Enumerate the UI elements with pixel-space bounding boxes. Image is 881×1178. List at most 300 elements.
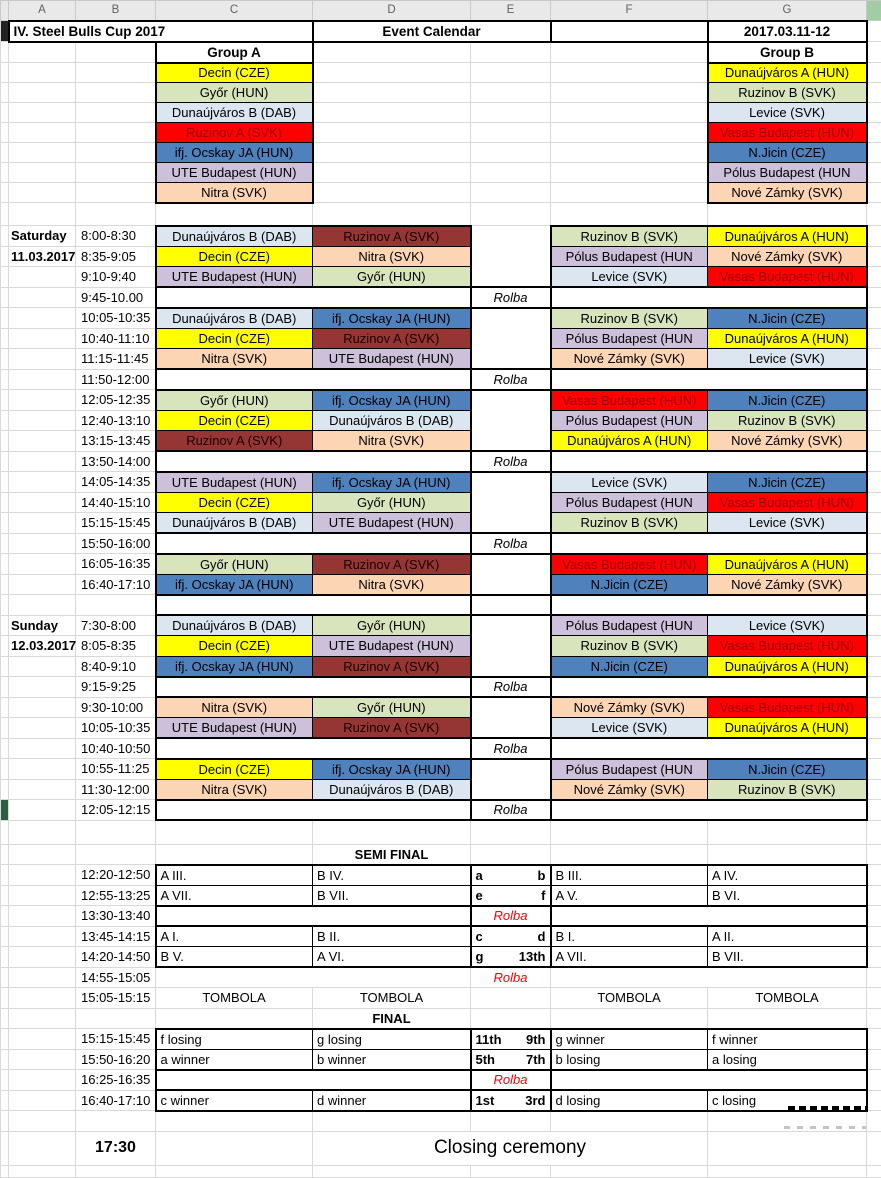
empty-cell[interactable] [9, 967, 76, 988]
bracket-slot-cell[interactable]: A VI. [313, 947, 471, 968]
empty-cell[interactable] [156, 203, 313, 226]
break-column-cell[interactable] [471, 718, 551, 739]
empty-cell[interactable] [156, 1111, 313, 1132]
col-header-B[interactable]: B [76, 1, 156, 21]
rolba-cell[interactable]: Rolba [471, 800, 551, 821]
break-column-cell[interactable] [471, 697, 551, 718]
empty-cell[interactable] [156, 1008, 313, 1029]
empty-cell[interactable] [471, 1111, 551, 1132]
match-team-cell[interactable]: Decin (CZE) [156, 410, 313, 431]
bracket-slot-cell[interactable]: g losing [313, 1029, 471, 1050]
day-label-cell[interactable] [9, 287, 76, 308]
empty-cell[interactable] [76, 844, 156, 865]
empty-cell[interactable] [551, 1070, 867, 1091]
match-team-cell[interactable]: ifj. Ocskay JA (HUN) [156, 574, 313, 595]
match-team-cell[interactable]: Győr (HUN) [156, 390, 313, 411]
break-column-cell[interactable] [471, 390, 551, 411]
match-team-cell[interactable]: Pólus Budapest (HUN [551, 328, 708, 349]
empty-cell[interactable] [9, 63, 76, 83]
empty-cell[interactable] [708, 1165, 867, 1177]
break-column-cell[interactable] [471, 267, 551, 288]
match-team-cell[interactable]: Vasas Budapest (HUN) [708, 697, 867, 718]
match-team-cell[interactable]: Decin (CZE) [156, 492, 313, 513]
col-header-A[interactable]: A [9, 1, 76, 21]
empty-cell[interactable] [313, 103, 471, 123]
match-team-cell[interactable]: UTE Budapest (HUN) [313, 636, 471, 657]
match-team-cell[interactable]: Pólus Budapest (HUN [551, 615, 708, 636]
bracket-slot-cell[interactable]: B VII. [313, 885, 471, 906]
time-cell[interactable]: 15:05-15:15 [76, 988, 156, 1009]
empty-cell[interactable] [471, 163, 551, 183]
match-team-cell[interactable]: Vasas Budapest (HUN) [708, 636, 867, 657]
col-header-F[interactable]: F [551, 1, 708, 21]
match-team-cell[interactable]: Ruzinov A (SVK) [313, 718, 471, 739]
day-label-cell[interactable] [9, 656, 76, 677]
match-team-cell[interactable]: Nové Zámky (SVK) [708, 246, 867, 267]
break-column-cell[interactable] [471, 328, 551, 349]
match-team-cell[interactable]: Decin (CZE) [156, 759, 313, 780]
match-team-cell[interactable]: Vasas Budapest (HUN) [708, 492, 867, 513]
match-team-cell[interactable]: UTE Budapest (HUN) [156, 472, 313, 493]
break-column-cell[interactable] [471, 349, 551, 370]
empty-cell[interactable] [9, 1090, 76, 1111]
empty-cell[interactable] [9, 865, 76, 886]
time-cell[interactable]: 10:05-10:35 [76, 718, 156, 739]
time-cell[interactable]: 15:15-15:45 [76, 1029, 156, 1050]
time-cell[interactable]: 8:00-8:30 [76, 226, 156, 247]
match-team-cell[interactable]: Dunaújváros B (DAB) [156, 615, 313, 636]
empty-cell[interactable] [551, 183, 708, 203]
empty-cell[interactable] [76, 143, 156, 163]
empty-cell[interactable] [9, 926, 76, 947]
empty-cell[interactable] [156, 533, 471, 554]
team-legend-cell[interactable]: Dunaújváros A (HUN) [708, 63, 867, 83]
bracket-slot-cell[interactable]: A IV. [708, 865, 867, 886]
match-team-cell[interactable]: UTE Budapest (HUN) [156, 267, 313, 288]
group-b-header-cell[interactable]: Group B [708, 42, 867, 63]
day-label-cell[interactable] [9, 410, 76, 431]
empty-cell[interactable] [551, 1165, 708, 1177]
empty-cell[interactable] [76, 103, 156, 123]
time-cell[interactable]: 9:30-10:00 [76, 697, 156, 718]
empty-cell[interactable] [156, 820, 313, 844]
empty-cell[interactable] [471, 820, 551, 844]
empty-cell[interactable] [551, 595, 867, 616]
empty-cell[interactable] [9, 203, 76, 226]
time-cell[interactable]: 12:20-12:50 [76, 865, 156, 886]
empty-cell[interactable] [708, 203, 867, 226]
empty-cell[interactable] [471, 203, 551, 226]
match-team-cell[interactable]: Nitra (SVK) [156, 349, 313, 370]
day-label-cell[interactable]: 12.03.2017 [9, 636, 76, 657]
match-team-cell[interactable]: Vasas Budapest (HUN) [551, 554, 708, 575]
rolba-cell[interactable]: Rolba [471, 533, 551, 554]
match-team-cell[interactable]: Dunaújváros A (HUN) [708, 554, 867, 575]
team-legend-cell[interactable]: Ruzinov B (SVK) [708, 83, 867, 103]
empty-cell[interactable] [471, 63, 551, 83]
match-team-cell[interactable]: Győr (HUN) [313, 267, 471, 288]
match-team-cell[interactable]: Győr (HUN) [313, 697, 471, 718]
closing-time-cell[interactable]: 17:30 [76, 1131, 156, 1165]
empty-cell[interactable] [471, 83, 551, 103]
tombola-cell[interactable]: TOMBOLA [551, 988, 708, 1009]
day-label-cell[interactable] [9, 390, 76, 411]
empty-cell[interactable] [9, 988, 76, 1009]
match-team-cell[interactable]: Ruzinov A (SVK) [313, 226, 471, 247]
time-cell[interactable]: 8:35-9:05 [76, 246, 156, 267]
bracket-slot-cell[interactable]: g winner [551, 1029, 708, 1050]
match-team-cell[interactable]: Ruzinov A (SVK) [156, 431, 313, 452]
empty-cell[interactable] [9, 123, 76, 143]
empty-cell[interactable] [9, 1008, 76, 1029]
col-header-E[interactable]: E [471, 1, 551, 21]
empty-cell[interactable] [313, 123, 471, 143]
day-label-cell[interactable] [9, 369, 76, 390]
day-label-cell[interactable] [9, 472, 76, 493]
day-label-cell[interactable]: Sunday [9, 615, 76, 636]
empty-cell[interactable] [551, 967, 867, 988]
team-legend-cell[interactable]: Nové Zámky (SVK) [708, 183, 867, 203]
match-team-cell[interactable]: Dunaújváros A (HUN) [708, 226, 867, 247]
empty-cell[interactable] [471, 988, 551, 1009]
empty-cell[interactable] [551, 163, 708, 183]
bracket-code-cell[interactable] [471, 865, 551, 886]
empty-cell[interactable] [471, 143, 551, 163]
day-label-cell[interactable] [9, 738, 76, 759]
closing-ceremony-cell[interactable]: Closing ceremony [313, 1131, 708, 1165]
time-cell[interactable]: 16:25-16:35 [76, 1070, 156, 1091]
rolba-cell[interactable]: Rolba [471, 677, 551, 698]
empty-cell[interactable] [9, 1049, 76, 1070]
team-legend-cell[interactable]: Pólus Budapest (HUN [708, 163, 867, 183]
match-team-cell[interactable]: Levice (SVK) [551, 472, 708, 493]
empty-cell[interactable] [9, 1111, 76, 1132]
empty-cell[interactable] [156, 595, 471, 616]
time-cell[interactable]: 10:55-11:25 [76, 759, 156, 780]
match-team-cell[interactable]: UTE Budapest (HUN) [156, 718, 313, 739]
col-header-G[interactable]: G [708, 1, 867, 21]
empty-cell[interactable] [156, 738, 471, 759]
match-team-cell[interactable]: Pólus Budapest (HUN [551, 246, 708, 267]
empty-cell[interactable] [76, 1008, 156, 1029]
match-team-cell[interactable]: Dunaújváros B (DAB) [313, 779, 471, 800]
rolba-cell[interactable]: Rolba [471, 738, 551, 759]
empty-cell[interactable] [551, 83, 708, 103]
empty-cell[interactable] [76, 63, 156, 83]
match-team-cell[interactable]: Ruzinov B (SVK) [551, 226, 708, 247]
match-team-cell[interactable]: Ruzinov B (SVK) [551, 636, 708, 657]
time-cell[interactable]: 12:05-12:35 [76, 390, 156, 411]
match-team-cell[interactable]: Pólus Budapest (HUN [551, 759, 708, 780]
bracket-slot-cell[interactable]: f losing [156, 1029, 313, 1050]
empty-cell[interactable] [9, 885, 76, 906]
team-legend-cell[interactable]: Győr (HUN) [156, 83, 313, 103]
bracket-slot-cell[interactable]: A VII. [156, 885, 313, 906]
empty-cell[interactable] [9, 83, 76, 103]
match-team-cell[interactable]: Levice (SVK) [551, 718, 708, 739]
bracket-slot-cell[interactable]: A I. [156, 926, 313, 947]
bracket-slot-cell[interactable]: b winner [313, 1049, 471, 1070]
match-team-cell[interactable]: Ruzinov A (SVK) [313, 328, 471, 349]
bracket-code-cell[interactable] [471, 947, 551, 968]
bracket-slot-cell[interactable]: c winner [156, 1090, 313, 1111]
day-label-cell[interactable] [9, 718, 76, 739]
empty-cell[interactable] [9, 1029, 76, 1050]
bracket-slot-cell[interactable]: B III. [551, 865, 708, 886]
match-team-cell[interactable]: Nové Zámky (SVK) [551, 779, 708, 800]
match-team-cell[interactable]: N.Jicin (CZE) [708, 759, 867, 780]
match-team-cell[interactable]: Ruzinov A (SVK) [313, 554, 471, 575]
match-team-cell[interactable]: Dunaújváros B (DAB) [156, 226, 313, 247]
match-team-cell[interactable]: Levice (SVK) [551, 267, 708, 288]
empty-cell[interactable] [708, 820, 867, 844]
empty-cell[interactable] [551, 1008, 708, 1029]
break-column-cell[interactable] [471, 246, 551, 267]
time-cell[interactable]: 16:05-16:35 [76, 554, 156, 575]
empty-cell[interactable] [708, 1131, 867, 1165]
empty-cell[interactable] [471, 123, 551, 143]
match-team-cell[interactable]: Nové Zámky (SVK) [708, 574, 867, 595]
time-cell[interactable]: 11:30-12:00 [76, 779, 156, 800]
rolba-cell[interactable]: Rolba [471, 906, 551, 927]
time-cell[interactable]: 14:05-14:35 [76, 472, 156, 493]
match-team-cell[interactable]: Nové Zámky (SVK) [551, 697, 708, 718]
match-team-cell[interactable]: N.Jicin (CZE) [708, 472, 867, 493]
empty-cell[interactable] [9, 820, 76, 844]
break-column-cell[interactable] [471, 226, 551, 247]
bracket-slot-cell[interactable]: B V. [156, 947, 313, 968]
time-cell[interactable]: 13:45-14:15 [76, 926, 156, 947]
day-label-cell[interactable] [9, 595, 76, 616]
match-team-cell[interactable]: Ruzinov B (SVK) [708, 410, 867, 431]
empty-cell[interactable] [76, 163, 156, 183]
bracket-slot-cell[interactable]: A V. [551, 885, 708, 906]
match-team-cell[interactable]: Decin (CZE) [156, 328, 313, 349]
match-team-cell[interactable]: Nové Zámky (SVK) [551, 349, 708, 370]
match-team-cell[interactable]: ifj. Ocskay JA (HUN) [156, 656, 313, 677]
bracket-slot-cell[interactable]: d losing [551, 1090, 708, 1111]
tombola-cell[interactable]: TOMBOLA [708, 988, 867, 1009]
bracket-slot-cell[interactable]: B I. [551, 926, 708, 947]
break-column-cell[interactable] [471, 492, 551, 513]
time-cell[interactable]: 9:45-10.00 [76, 287, 156, 308]
empty-cell[interactable] [471, 103, 551, 123]
empty-cell[interactable] [313, 143, 471, 163]
empty-cell[interactable] [551, 820, 708, 844]
empty-cell[interactable] [9, 1131, 76, 1165]
bracket-slot-cell[interactable]: B IV. [313, 865, 471, 886]
time-cell[interactable]: 11:50-12:00 [76, 369, 156, 390]
bracket-code-cell[interactable] [471, 885, 551, 906]
team-legend-cell[interactable]: Decin (CZE) [156, 63, 313, 83]
match-team-cell[interactable]: Nitra (SVK) [313, 431, 471, 452]
time-cell[interactable]: 14:40-15:10 [76, 492, 156, 513]
empty-cell[interactable] [9, 906, 76, 927]
empty-cell[interactable] [551, 800, 867, 821]
empty-cell[interactable] [551, 677, 867, 698]
empty-cell[interactable] [313, 203, 471, 226]
empty-cell[interactable] [156, 287, 471, 308]
empty-cell[interactable] [313, 820, 471, 844]
time-cell[interactable]: 9:10-9:40 [76, 267, 156, 288]
empty-cell[interactable] [156, 451, 471, 472]
empty-cell[interactable] [76, 42, 156, 63]
empty-cell[interactable] [708, 1008, 867, 1029]
match-team-cell[interactable]: Levice (SVK) [708, 349, 867, 370]
match-team-cell[interactable]: Vasas Budapest (HUN) [708, 267, 867, 288]
bracket-slot-cell[interactable]: b losing [551, 1049, 708, 1070]
empty-cell[interactable] [76, 1165, 156, 1177]
rolba-cell[interactable]: Rolba [471, 1070, 551, 1091]
match-team-cell[interactable]: Levice (SVK) [708, 513, 867, 534]
date-range-cell[interactable]: 2017.03.11-12 [708, 21, 867, 42]
team-legend-cell[interactable]: Nitra (SVK) [156, 183, 313, 203]
day-label-cell[interactable] [9, 267, 76, 288]
empty-cell[interactable] [551, 103, 708, 123]
empty-cell[interactable] [471, 844, 551, 865]
empty-cell[interactable] [9, 947, 76, 968]
group-a-header-cell[interactable]: Group A [156, 42, 313, 63]
bracket-slot-cell[interactable]: f winner [708, 1029, 867, 1050]
day-label-cell[interactable] [9, 759, 76, 780]
rolba-cell[interactable]: Rolba [471, 451, 551, 472]
match-team-cell[interactable]: Nové Zámky (SVK) [708, 431, 867, 452]
time-cell[interactable]: 9:15-9:25 [76, 677, 156, 698]
day-label-cell[interactable] [9, 308, 76, 329]
team-legend-cell[interactable]: Vasas Budapest (HUN) [708, 123, 867, 143]
empty-cell[interactable] [156, 1165, 313, 1177]
time-cell[interactable]: 8:40-9:10 [76, 656, 156, 677]
empty-cell[interactable] [9, 143, 76, 163]
empty-cell[interactable] [9, 1165, 76, 1177]
match-team-cell[interactable]: Ruzinov B (SVK) [551, 308, 708, 329]
empty-cell[interactable] [9, 844, 76, 865]
empty-cell[interactable] [471, 1165, 551, 1177]
rolba-cell[interactable]: Rolba [471, 967, 551, 988]
break-column-cell[interactable] [471, 656, 551, 677]
bracket-slot-cell[interactable]: a losing [708, 1049, 867, 1070]
break-column-cell[interactable] [471, 410, 551, 431]
empty-cell[interactable] [471, 42, 551, 63]
empty-cell[interactable] [156, 369, 471, 390]
time-cell[interactable]: 12:40-13:10 [76, 410, 156, 431]
empty-cell[interactable] [313, 183, 471, 203]
time-cell[interactable]: 15:50-16:20 [76, 1049, 156, 1070]
bracket-slot-cell[interactable]: B VII. [708, 947, 867, 968]
match-team-cell[interactable]: Dunaújváros A (HUN) [708, 656, 867, 677]
match-team-cell[interactable]: Pólus Budapest (HUN [551, 492, 708, 513]
time-cell[interactable]: 10:40-11:10 [76, 328, 156, 349]
empty-cell[interactable] [156, 800, 471, 821]
team-legend-cell[interactable]: N.Jicin (CZE) [708, 143, 867, 163]
time-cell[interactable]: 15:15-15:45 [76, 513, 156, 534]
tombola-cell[interactable]: TOMBOLA [156, 988, 313, 1009]
bracket-slot-cell[interactable]: d winner [313, 1090, 471, 1111]
match-team-cell[interactable]: Decin (CZE) [156, 246, 313, 267]
day-label-cell[interactable] [9, 533, 76, 554]
break-column-cell[interactable] [471, 574, 551, 595]
empty-cell[interactable] [313, 1111, 471, 1132]
day-label-cell[interactable]: 11.03.2017 [9, 246, 76, 267]
day-label-cell[interactable] [9, 697, 76, 718]
day-label-cell[interactable] [9, 328, 76, 349]
empty-cell[interactable] [551, 287, 867, 308]
empty-cell[interactable] [156, 906, 471, 927]
empty-cell[interactable] [551, 42, 708, 63]
match-team-cell[interactable]: ifj. Ocskay JA (HUN) [313, 390, 471, 411]
match-team-cell[interactable]: Győr (HUN) [156, 554, 313, 575]
time-cell[interactable]: 16:40-17:10 [76, 574, 156, 595]
time-cell[interactable]: 12:55-13:25 [76, 885, 156, 906]
time-cell[interactable] [76, 595, 156, 616]
time-cell[interactable]: 13:30-13:40 [76, 906, 156, 927]
time-cell[interactable]: 14:20-14:50 [76, 947, 156, 968]
bracket-slot-cell[interactable]: A II. [708, 926, 867, 947]
empty-cell[interactable] [471, 1008, 551, 1029]
match-team-cell[interactable]: UTE Budapest (HUN) [313, 349, 471, 370]
empty-cell[interactable] [9, 103, 76, 123]
empty-cell[interactable] [313, 83, 471, 103]
bracket-slot-cell[interactable]: A III. [156, 865, 313, 886]
match-team-cell[interactable]: Vasas Budapest (HUN) [551, 390, 708, 411]
day-label-cell[interactable] [9, 779, 76, 800]
match-team-cell[interactable]: Levice (SVK) [708, 615, 867, 636]
match-team-cell[interactable]: Ruzinov A (SVK) [313, 656, 471, 677]
match-team-cell[interactable]: Nitra (SVK) [156, 697, 313, 718]
empty-cell[interactable] [156, 1070, 471, 1091]
empty-cell[interactable] [551, 21, 708, 42]
team-legend-cell[interactable]: Levice (SVK) [708, 103, 867, 123]
team-legend-cell[interactable]: Ruzinov A (SVK) [156, 123, 313, 143]
match-team-cell[interactable]: Nitra (SVK) [156, 779, 313, 800]
empty-cell[interactable] [551, 533, 867, 554]
empty-cell[interactable] [551, 123, 708, 143]
time-cell[interactable]: 16:40-17:10 [76, 1090, 156, 1111]
bracket-slot-cell[interactable]: B II. [313, 926, 471, 947]
empty-cell[interactable] [708, 844, 867, 865]
match-team-cell[interactable]: Decin (CZE) [156, 636, 313, 657]
time-cell[interactable]: 14:55-15:05 [76, 967, 156, 988]
empty-cell[interactable] [551, 738, 867, 759]
time-cell[interactable]: 10:40-10:50 [76, 738, 156, 759]
empty-cell[interactable] [313, 163, 471, 183]
empty-cell[interactable] [551, 451, 867, 472]
rolba-cell[interactable]: Rolba [471, 287, 551, 308]
empty-cell[interactable] [551, 369, 867, 390]
break-column-cell[interactable] [471, 636, 551, 657]
day-label-cell[interactable] [9, 554, 76, 575]
empty-cell[interactable] [156, 967, 471, 988]
day-label-cell[interactable] [9, 349, 76, 370]
empty-cell[interactable] [9, 1070, 76, 1091]
col-header-C[interactable]: C [156, 1, 313, 21]
day-label-cell[interactable] [9, 492, 76, 513]
bracket-slot-cell[interactable]: a winner [156, 1049, 313, 1070]
empty-cell[interactable] [313, 1165, 471, 1177]
time-cell[interactable]: 13:15-13:45 [76, 431, 156, 452]
match-team-cell[interactable]: Győr (HUN) [313, 615, 471, 636]
break-column-cell[interactable] [471, 308, 551, 329]
empty-cell[interactable] [76, 1111, 156, 1132]
empty-cell[interactable] [156, 677, 471, 698]
break-column-cell[interactable] [471, 513, 551, 534]
time-cell[interactable]: 11:15-11:45 [76, 349, 156, 370]
match-team-cell[interactable]: Győr (HUN) [313, 492, 471, 513]
break-column-cell[interactable] [471, 554, 551, 575]
event-title-cell[interactable]: Event Calendar [313, 21, 551, 42]
empty-cell[interactable] [471, 183, 551, 203]
team-legend-cell[interactable]: ifj. Ocskay JA (HUN) [156, 143, 313, 163]
